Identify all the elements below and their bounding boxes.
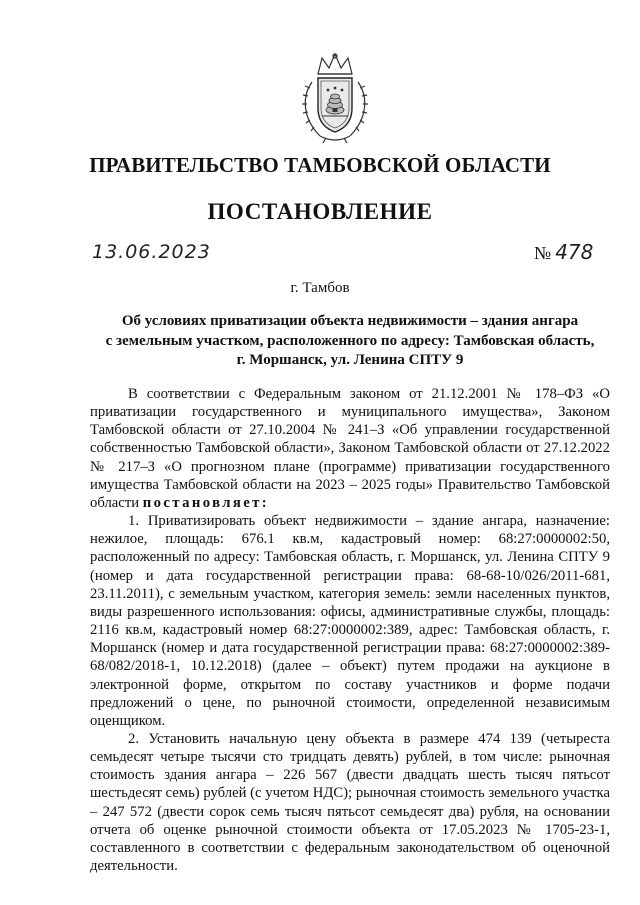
document-number-value: 478 — [555, 240, 594, 264]
number-sign: № — [534, 243, 552, 263]
document-type: ПОСТАНОВЛЕНИЕ — [207, 199, 433, 224]
resolves-word: постановляет — [142, 494, 262, 511]
document-date: 13.06.2023 — [92, 241, 211, 263]
subject-line-3: г. Моршанск, ул. Ленина СПТУ 9 — [236, 352, 464, 368]
organization-title: ПРАВИТЕЛЬСТВО ТАМБОВСКОЙ ОБЛАСТИ — [89, 153, 551, 177]
paragraph-1: 1. Приватизировать объект недвижимости – здание ангара, назначение: нежилое, площадь: 676.1 кв.м, кадастровый номер: 68:27:0000002:50, расположенный по адресу: Тамбовская область, г. Моршанск, ул. Ленина СПТУ 9 (номер и дата государственной регистрации права: 68-68-10/026/2011-681, 23.11.2011), с земельным участком, категория земель: земли населенных пунктов, виды разрешенного использования: офисы, административные службы, площадь: 2116 кв.м, кадастровый номер 68:27:0000002:389, адрес: Тамбовская область, г. Моршанск (номер и дата государственной регистрации права: 68:27:0000002:389-68/082/2018-1, 10.12.2018) (далее – объект) путем продажи на аукционе в электронной форме, открытом по составу участников и форме подачи предложений о цене, по рыночной стоимости, определенной независимым оценщиком. — [90, 513, 610, 729]
paragraph-2: 2. Установить начальную цену объекта в размере 474 139 (четыреста семьдесят четыре тысячи сто тридцать девять) рублей, в том числе: рыночная стоимость здания ангара – 226 567 (двести двадцать шесть тысяч пятьсот шестьдесят семь) рублей (с учетом НДС); рыночная стоимость земельного участка – 247 572 (двести сорок семь тысяч пятьсот семьдесят два) рубля, на основании отчета об оценке рыночной стоимости объекта от 17.05.2023 № 1705-23-1, составленного в соответствии с федеральным законодательством об оценочной деятельности. — [90, 730, 610, 875]
preamble-text: В соответствии с Федеральным законом от 21.12.2001 № 178–ФЗ «О приватизации государственного и муниципального имущества», Законом Тамбовской области от 27.10.2004 № 241–З «Об управлении государственной собственностью Тамбовской области», Законом Тамбовской области от 27.12.2022 № 217–З «О прогнозном плане (программе) приватизации государственного имущества Тамбовской области на 2023 – 2025 годы» Правительство Тамбовской области — [90, 386, 610, 511]
tambov-coat-of-arms-icon — [296, 52, 374, 144]
resolves-colon: : — [261, 494, 267, 511]
preamble-paragraph — [90, 385, 610, 512]
document-body — [90, 385, 610, 875]
subject-line-2: с земельным участком, расположенного по адресу: Тамбовская область, — [105, 332, 595, 349]
document-number — [534, 240, 593, 264]
document-subject — [90, 312, 610, 371]
city: г. Тамбов — [290, 280, 350, 296]
subject-line-1: Об условиях приватизации объекта недвижимости – здания ангара — [121, 313, 579, 329]
